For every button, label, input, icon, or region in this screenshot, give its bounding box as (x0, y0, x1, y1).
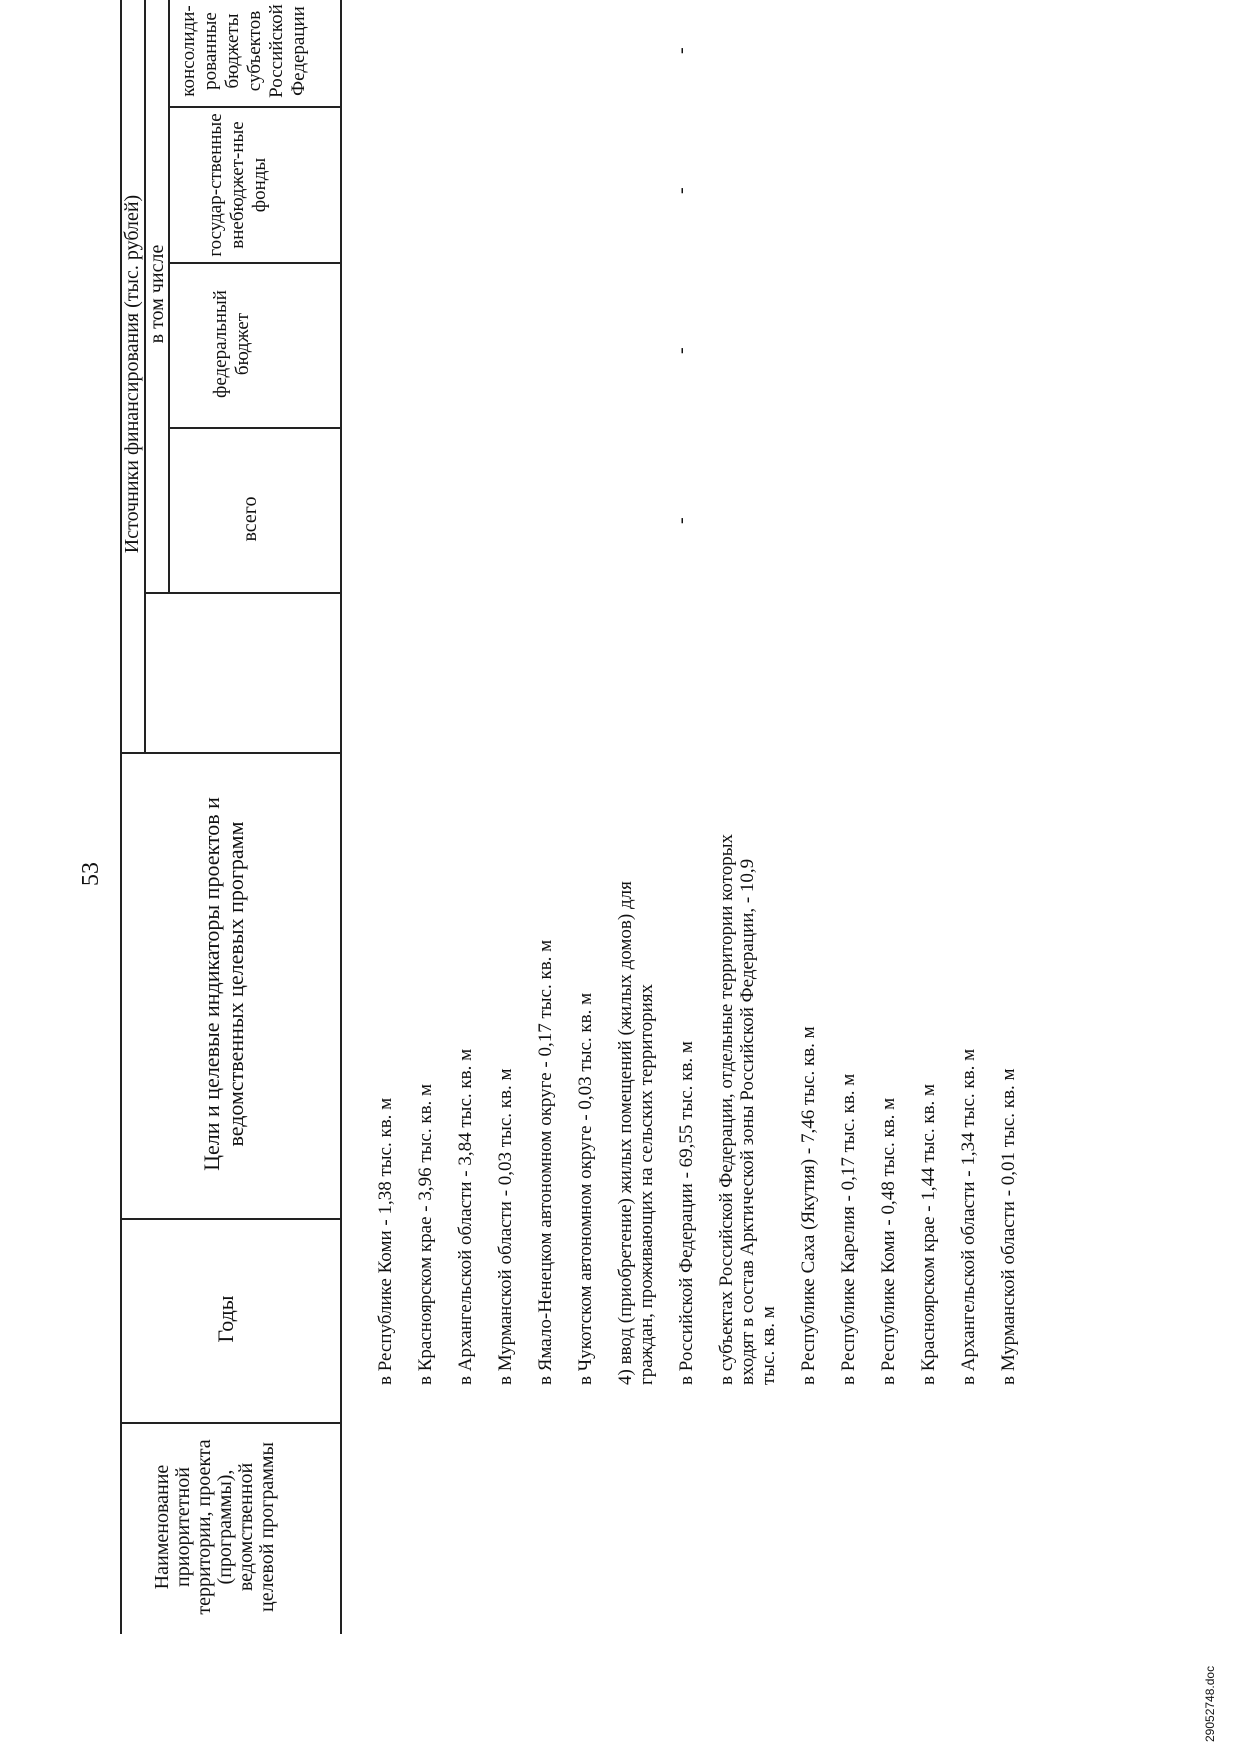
table-row: в Российской Федерации - 69,55 тыс. кв. м (676, 1041, 697, 1385)
col-divider-total (144, 592, 340, 594)
table-row: 4) ввод (приобретение) жилых помещений (жилых домов) для граждан, проживающих на сельских территориях (615, 881, 657, 1385)
header-total: всего (239, 496, 261, 542)
col-divider-state-funds (168, 262, 340, 264)
table-row: в Красноярском крае - 3,96 тыс. кв. м (415, 1083, 436, 1385)
table-row: в субъектах Российской Федерации, отдельные территории которых входят в состав Арктической зоны Российской Федерации, - 10,9 тыс. кв. м (716, 834, 779, 1385)
col-divider-goals (120, 752, 340, 754)
table-row: в Архангельской области - 3,84 тыс. кв. м (455, 1048, 476, 1385)
header-name: Наименование приоритетной территории, проекта (программы), ведомственной целевой программы (151, 1439, 278, 1615)
table-row: в Архангельской области - 1,34 тыс. кв. м (958, 1048, 979, 1385)
including-underline (168, 0, 170, 594)
table-body (375, 825, 1038, 1385)
table-row: в Республике Саха (Якутия) - 7,46 тыс. кв. м (798, 1026, 819, 1385)
col-divider-name (120, 1422, 340, 1424)
col-divider-years (120, 1218, 340, 1220)
header-bottom-border (340, 0, 342, 1634)
dash-state-funds: - (670, 187, 692, 194)
header-regional: консолиди-рованные бюджеты субъектов Российской Федерации (178, 4, 309, 98)
dash-total: - (670, 517, 692, 524)
col-divider-regional (168, 106, 340, 108)
doc-code: 29052748.doc (1203, 1665, 1217, 1742)
table-row: в Республике Коми - 0,48 тыс. кв. м (878, 1097, 899, 1385)
header-federal: федеральный бюджет (210, 290, 253, 398)
table-row: в Мурманской области - 0,01 тыс. кв. м (998, 1068, 1019, 1385)
table-row: в Красноярском крае - 1,44 тыс. кв. м (918, 1083, 939, 1385)
table-row: в Республике Карелия - 0,17 тыс. кв. м (838, 1073, 859, 1385)
header-state-funds: государ-ственные внебюджет-ные фонды (205, 113, 270, 257)
table-row: в Мурманской области - 0,03 тыс. кв. м (495, 1068, 516, 1385)
dash-federal: - (670, 347, 692, 354)
funding-title-underline (144, 0, 146, 754)
page-number: 53 (78, 862, 104, 886)
header-goals: Цели и целевые индикаторы проектов и ведомственных целевых программ (199, 797, 248, 1171)
table-row: в Республике Коми - 1,38 тыс. кв. м (375, 1097, 396, 1385)
header-including: в том числе (146, 244, 168, 344)
dash-regional: - (670, 47, 692, 54)
table-row: в Чукотском автономном округе - 0,03 тыс. кв. м (575, 992, 596, 1385)
table-row: в Ямало-Ненецком автономном округе - 0,17 тыс. кв. м (535, 939, 556, 1385)
col-divider-federal (168, 427, 340, 429)
header-years: Годы (213, 1295, 238, 1343)
header-funding: Источники финансирования (тыс. рублей) (121, 194, 143, 554)
